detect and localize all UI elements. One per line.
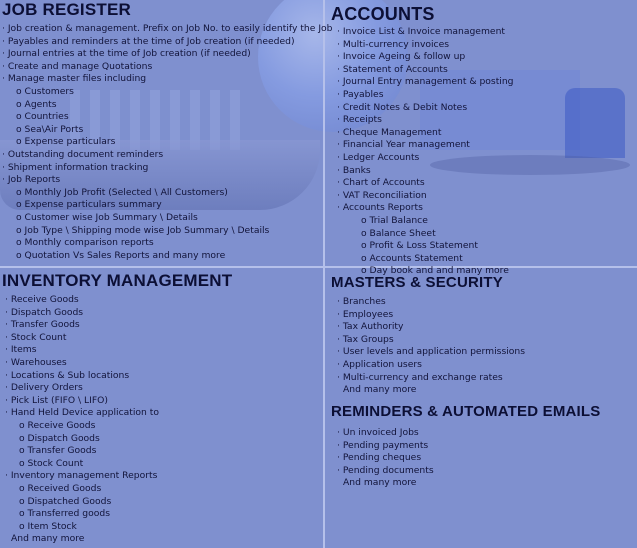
list-item: · Receipts: [337, 114, 514, 127]
job-register-list: [2, 23, 332, 262]
list-item: · Warehouses: [5, 357, 232, 370]
list-item: · Credit Notes & Debit Notes: [337, 102, 514, 115]
list-item: o Balance Sheet: [337, 228, 514, 241]
list-item: o Accounts Statement: [337, 253, 514, 266]
masters-section: [331, 274, 525, 397]
list-item: o Dispatch Goods: [5, 433, 232, 446]
accounts-section: [331, 5, 514, 278]
list-item: · Pick List (FIFO \ LIFO): [5, 395, 232, 408]
list-item: · VAT Reconciliation: [337, 190, 514, 203]
list-item: · Statement of Accounts: [337, 64, 514, 77]
list-item: o Transferred goods: [5, 508, 232, 521]
list-item: o Trial Balance: [337, 215, 514, 228]
list-item: o Countries: [2, 111, 332, 124]
list-item: o Transfer Goods: [5, 445, 232, 458]
job-register-title: JOB REGISTER: [2, 0, 131, 19]
list-item: o Monthly Job Profit (Selected \ All Customers): [2, 187, 332, 200]
list-item: · Application users: [337, 359, 525, 372]
list-item: · Employees: [337, 309, 525, 322]
list-item: · Invoice Ageing & follow up: [337, 51, 514, 64]
list-item: · Payables: [337, 89, 514, 102]
list-item: · Tax Authority: [337, 321, 525, 334]
list-item: o Item Stock: [5, 521, 232, 534]
list-item: · Multi-currency invoices: [337, 39, 514, 52]
job-register-section: [2, 1, 332, 262]
list-item: o Stock Count: [5, 458, 232, 471]
list-item: · Shipment information tracking: [2, 162, 332, 175]
list-item: · Job Reports: [2, 174, 332, 187]
list-item: o Profit & Loss Statement: [337, 240, 514, 253]
inventory-title: INVENTORY MANAGEMENT: [2, 271, 233, 290]
list-item: · Journal entries at the time of Job creation (if needed): [2, 48, 332, 61]
list-item: · Branches: [337, 296, 525, 309]
list-item: · Pending documents: [337, 465, 601, 478]
reminders-section: [331, 403, 601, 490]
list-item: · Delivery Orders: [5, 382, 232, 395]
list-item: o Receive Goods: [5, 420, 232, 433]
list-item: · Outstanding document reminders: [2, 149, 332, 162]
list-item: · Transfer Goods: [5, 319, 232, 332]
accounts-list: [331, 26, 514, 278]
list-item: · Pending payments: [337, 440, 601, 453]
horizontal-divider: [0, 266, 637, 268]
list-item: · Items: [5, 344, 232, 357]
list-item: · Chart of Accounts: [337, 177, 514, 190]
list-item: · Receive Goods: [5, 294, 232, 307]
list-item: o Expense particulars: [2, 136, 332, 149]
list-item: o Customers: [2, 86, 332, 99]
list-item: And many more: [11, 533, 85, 545]
list-item: · Multi-currency and exchange rates: [337, 372, 525, 385]
list-item: · Accounts Reports: [337, 202, 514, 215]
list-item: · Dispatch Goods: [5, 307, 232, 320]
list-item: · Journal Entry management & posting: [337, 76, 514, 89]
inventory-section: [2, 272, 232, 546]
list-item: · Create and manage Quotations: [2, 61, 332, 74]
list-item: · Payables and reminders at the time of Job creation (if needed): [2, 36, 332, 49]
list-item: · Locations & Sub locations: [5, 370, 232, 383]
list-item: o Customer wise Job Summary \ Details: [2, 212, 332, 225]
list-item: o Quotation Vs Sales Reports and many more: [2, 250, 332, 263]
reminders-list: [331, 427, 601, 490]
list-item: o Agents: [2, 99, 332, 112]
list-item: · Job creation & management. Prefix on Job No. to easily identify the Job: [2, 23, 332, 36]
list-item: And many more: [343, 477, 417, 489]
list-item: · Inventory management Reports: [5, 470, 232, 483]
list-item: · Pending cheques: [337, 452, 601, 465]
list-item: · Invoice List & Invoice management: [337, 26, 514, 39]
accounts-title: ACCOUNTS: [331, 4, 435, 24]
list-item: · Financial Year management: [337, 139, 514, 152]
list-item: And many more: [343, 384, 417, 396]
list-item: · Un invoiced Jobs: [337, 427, 601, 440]
list-item: o Sea\Air Ports: [2, 124, 332, 137]
list-item: o Received Goods: [5, 483, 232, 496]
list-item: · User levels and application permissions: [337, 346, 525, 359]
list-item: o Expense particulars summary: [2, 199, 332, 212]
list-item: · Manage master files including: [2, 73, 332, 86]
list-item: o Dispatched Goods: [5, 496, 232, 509]
masters-list: [331, 296, 525, 397]
list-item: · Banks: [337, 165, 514, 178]
inventory-list: [2, 294, 232, 546]
list-item: o Job Type \ Shipping mode wise Job Summary \ Details: [2, 225, 332, 238]
list-item: · Stock Count: [5, 332, 232, 345]
masters-title: MASTERS & SECURITY: [331, 274, 503, 291]
list-item: · Tax Groups: [337, 334, 525, 347]
list-item: · Ledger Accounts: [337, 152, 514, 165]
truck-cab-illustration: [565, 88, 625, 158]
list-item: · Hand Held Device application to: [5, 407, 232, 420]
list-item: · Cheque Management: [337, 127, 514, 140]
list-item: o Monthly comparison reports: [2, 237, 332, 250]
list-item: o Day book and and many more: [337, 265, 514, 278]
reminders-title: REMINDERS & AUTOMATED EMAILS: [331, 403, 601, 420]
